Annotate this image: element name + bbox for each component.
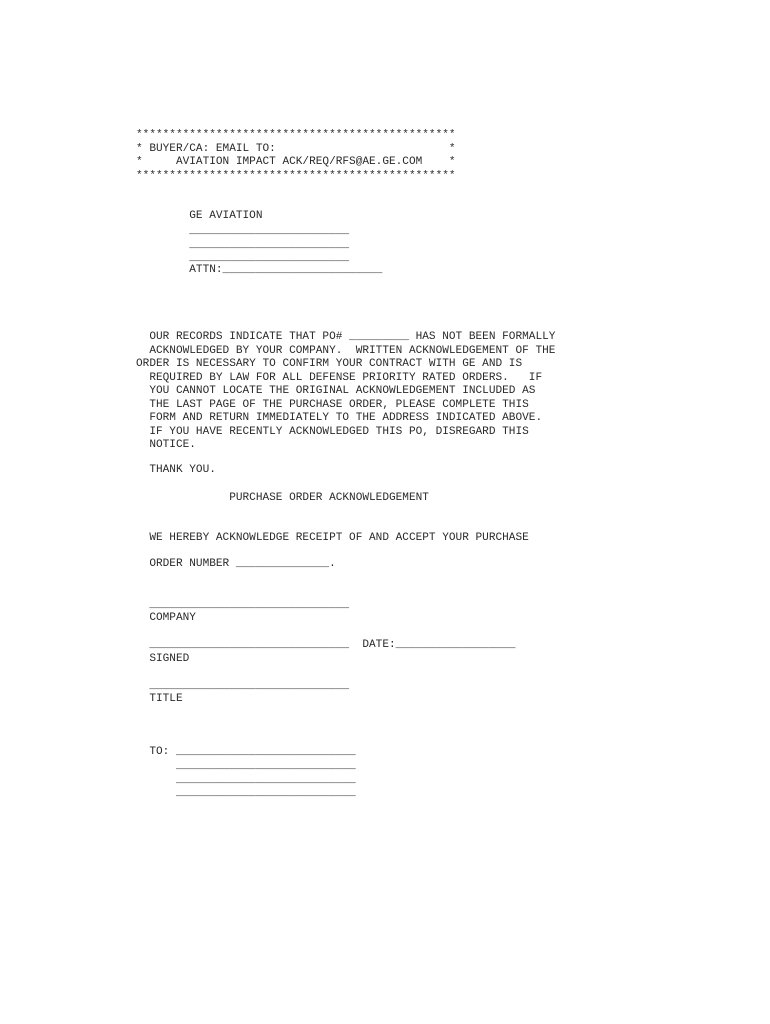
banner-email-address: * AVIATION IMPACT ACK/REQ/RFS@AE.GE.COM * [136,156,456,168]
return-to-line: TO: ___________________________ [136,746,356,758]
return-to-blank-line: ___________________________ [136,787,356,799]
notice-line: OUR RECORDS INDICATE THAT PO# _________ HAS NOT BEEN FORMALLY [136,331,556,343]
notice-line: IF YOU HAVE RECENTLY ACKNOWLEDGED THIS PO, DISREGARD THIS [136,425,529,438]
order-number-field: ORDER NUMBER ______________. [136,558,336,570]
banner-email-label: * BUYER/CA: EMAIL TO: * [136,142,456,155]
notice-line: THE LAST PAGE OF THE PURCHASE ORDER, PLEASE COMPLETE THIS [136,398,529,411]
banner-border-top: ************************************************ [136,129,456,141]
return-to-blank-line: ___________________________ [136,773,356,786]
acknowledgement-statement: WE HEREBY ACKNOWLEDGE RECEIPT OF AND ACCEPT YOUR PURCHASE [136,532,529,544]
notice-line: REQUIRED BY LAW FOR ALL DEFENSE PRIORITY RATED ORDERS. IF [136,371,543,384]
address-blank-line: ________________________ [136,238,350,251]
address-attn-line: ATTN:________________________ [136,264,383,276]
acknowledgement-heading: PURCHASE ORDER ACKNOWLEDGEMENT [136,492,429,504]
notice-line: NOTICE. [136,439,196,451]
signed-label: SIGNED [136,652,190,665]
address-blank-line: ________________________ [136,252,350,264]
address-blank-line: ________________________ [136,225,350,237]
notice-line: FORM AND RETURN IMMEDIATELY TO THE ADDRESS INDICATED ABOVE. [136,412,543,424]
company-signature-line: ______________________________ [136,599,350,611]
notice-line: YOU CANNOT LOCATE THE ORIGINAL ACKNOWLEDGEMENT INCLUDED AS [136,385,536,397]
address-company-name: GE AVIATION [136,210,263,222]
title-signature-line: ______________________________ [136,680,350,692]
return-to-blank-line: ___________________________ [136,760,356,772]
notice-line: ACKNOWLEDGED BY YOUR COMPANY. WRITTEN ACKNOWLEDGEMENT OF THE [136,344,556,357]
signed-date-line: ______________________________ DATE:__________________ [136,639,516,651]
notice-line: ORDER IS NECESSARY TO CONFIRM YOUR CONTRACT WITH GE AND IS [136,358,523,370]
thank-you-text: THANK YOU. [136,464,216,476]
banner-border-bottom: ************************************************ [136,169,456,182]
company-label: COMPANY [136,612,196,624]
title-label: TITLE [136,693,183,705]
